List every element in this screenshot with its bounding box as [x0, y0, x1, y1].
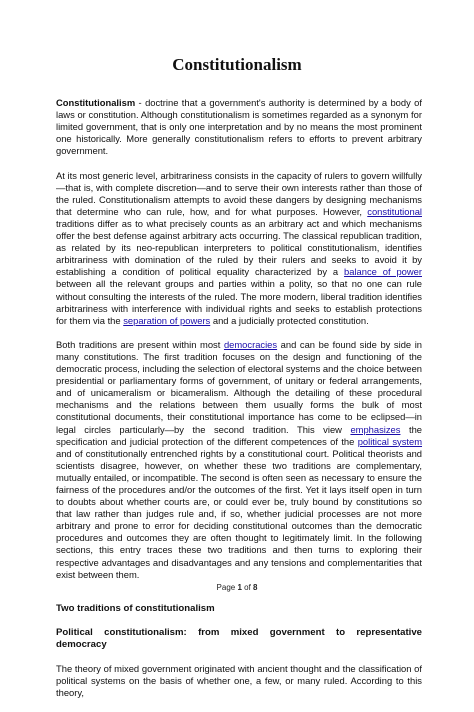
text-span: Both traditions are present within most — [56, 338, 224, 350]
paragraph-traditions — [56, 339, 422, 581]
page-footer — [0, 583, 474, 592]
link-separation-of-powers[interactable]: separation of powers — [123, 314, 211, 326]
footer-prefix: Page — [216, 583, 238, 592]
page-title: Constitutionalism — [172, 55, 302, 74]
paragraph-arbitrariness — [56, 170, 422, 327]
text-span: and can be found side by side in many constitutions. The first tradition focuses on the design and functioning of the democratic process, including the selection of electoral systems and the choice between presidential or parliamentary forms of government, of unitary or federal arrangements, and of unicameralism or bicameralism. Although the detailing of these procedural mechanisms and the relations between them usually forms the bulk of most constitutional documents, their constitutional importance has come to be eclipsed—in legal circles particularly—by the second tradition. This view — [56, 338, 423, 435]
text-span: and of constitutionally entrenched rights by a constitutional court. Political theorists and scientists disagree, however, on whether these two traditions are complementary, mutually entailed, or incompatible. The second is often seen as necessary to ensure the fairness of the procedures and/or the outcomes of the first. Yet it lays itself open in turn to doubts about whether courts are, or could ever be, truly bound by constitutions so that law rather than judges rule and, if so, whether judicial processes are not more arbitrary and prone to error for deciding constitutional outcomes than the democratic procedures and outcomes they are often thought to legitimately limit. In the following sections, this entry traces these two traditions and then turns to exploring their respective advantages and disadvantages and any tensions and complementarities that exist between them. — [56, 447, 422, 580]
paragraph-intro — [56, 97, 422, 157]
text-span: between all the relevant groups and parties within a polity, so that no one can rule without consulting the interests of the ruled. The more modern, liberal tradition identifies arbitrariness with interference with individual rights and seeks to establish protections for them via the — [56, 278, 422, 326]
paragraph-mixed-government: The theory of mixed government originated with ancient thought and the classification of political systems on the basis of whether one, a few, or many ruled. According to this theory, — [56, 663, 422, 699]
subsection-heading: Political constitutionalism: from mixed government to representative democracy — [56, 626, 422, 651]
text-span: the specification and judicial protection of the different competences of the — [56, 423, 422, 447]
intro-text: - doctrine that a government's authority is determined by a body of laws or constitution. Although constitutionalism is sometimes regarded as a synonym for limited government, that is only one interpretation and by no means the most prominent one historically. More generally constitutionalism refers to efforts to prevent arbitrary government. — [56, 97, 422, 157]
term-constitutionalism: Constitutionalism — [56, 97, 136, 108]
link-political-system[interactable]: political system — [357, 435, 423, 447]
section-heading: Two traditions of constitutionalism — [56, 602, 215, 614]
text-span: and a judicially protected constitution. — [210, 314, 369, 326]
text-span: traditions differ as to what precisely counts as an arbitrary act and which mechanisms offer the best defense against arbitrary acts occurring. The classical republican tradition, as related by its neo-republican interpreters to political constitutionalism, identifies arbitrariness with domination of the ruled by their rulers and seeks to avoid it by establishing a condition of political equality characterized by a — [56, 217, 422, 278]
document-body — [56, 97, 422, 712]
footer-separator: of — [241, 583, 254, 592]
current-page-number: 1 — [237, 583, 242, 592]
link-emphasizes[interactable]: emphasizes — [350, 423, 401, 435]
total-page-number: 8 — [253, 583, 258, 592]
text-span: At its most generic level, arbitrariness consists in the capacity of rulers to govern willfully—that is, with complete discretion—and to serve their own interests rather than those of the ruled. Constitutionalism attempts to avoid these dangers by designing mechanisms that determine who can rule, how, and for what purposes. However, — [56, 169, 422, 217]
link-balance-of-power[interactable]: balance of power — [344, 266, 422, 278]
link-democracies[interactable]: democracies — [223, 338, 278, 350]
link-constitutional[interactable]: constitutional — [367, 205, 422, 217]
